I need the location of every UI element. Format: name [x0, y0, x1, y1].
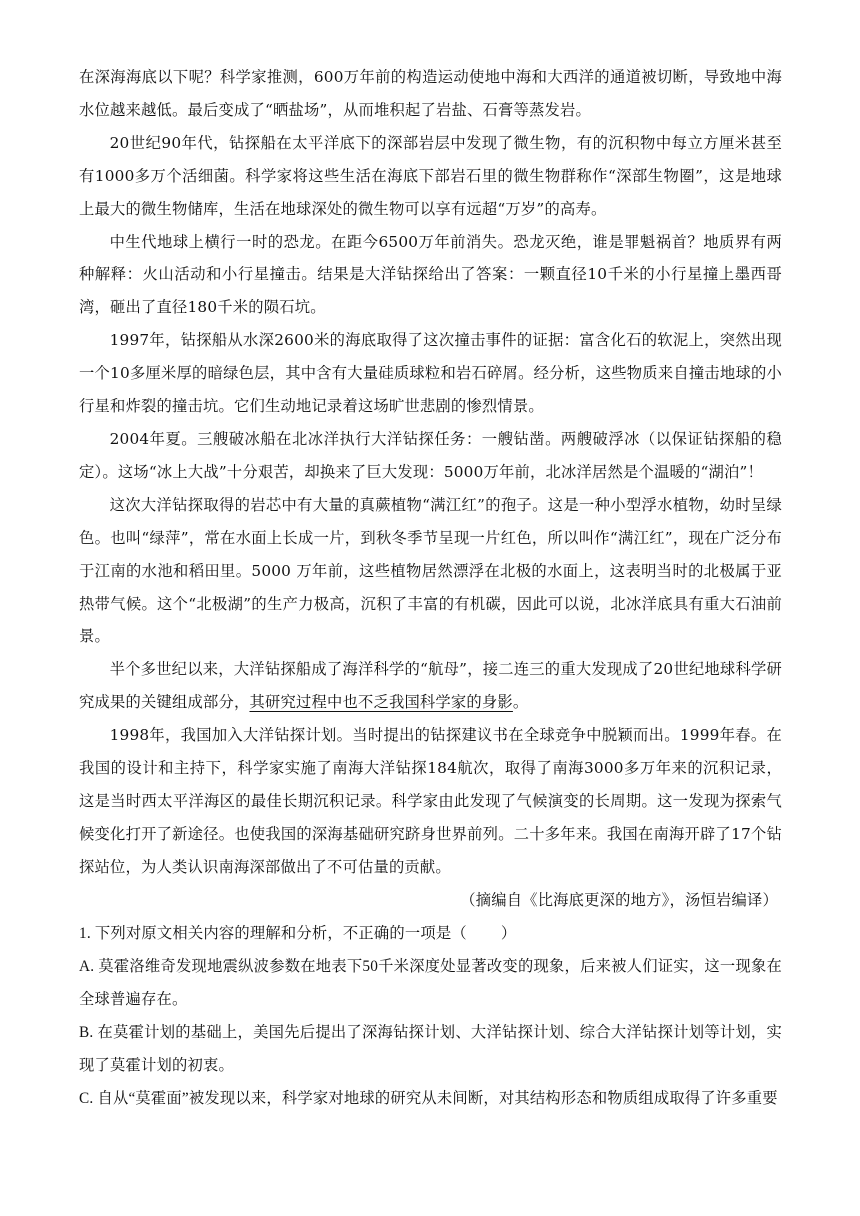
passage-body	[79, 61, 782, 1115]
paragraph-1: 在深海海底以下呢？科学家推测，600万年前的构造运动使地中海和大西洋的通道被切断，导致地中海水位越来越低。最后变成了“晒盐场”，从而堆积起了岩盐、石膏等蒸发岩。	[79, 68, 782, 119]
paragraph-4: 1997年，钻探船从水深2600米的海底取得了这次撞击事件的证据：富含化石的软泥上，突然出现一个10多厘米厚的暗绿色层，其中含有大量硅质球粒和岩石碎屑。经分析，这些物质来自撞击地球的小行星和炸裂的撞击坑。它们生动地记录着这场旷世悲剧的惨烈情景。	[79, 331, 782, 416]
underlined-sentence: 其研究过程中也不乏我国科学家的身影	[249, 693, 513, 712]
paragraph-2: 20世纪90年代，钻探船在太平洋底下的深部岩层中发现了微生物，有的沉积物中每立方厘米甚至有1000多万个活细菌。科学家将这些生活在海底下部岩石里的微生物群称作“深部生物圈”，这是地球上最大的微生物储库，生活在地球深处的微生物可以享有远超“万岁”的高寿。	[79, 133, 782, 218]
paragraph-8: 1998年，我国加入大洋钻探计划。当时提出的钻探建议书在全球竞争中脱颖而出。1999年春。在我国的设计和主持下，科学家实施了南海大洋钻探184航次，取得了南海3000多万年来的沉积记录，这是当时西太平洋海区的最佳长期沉积记录。科学家由此发现了气候演变的长周期。这一发现为探索气候变化打开了新途径。也使我国的深海基础研究跻身世界前列。二十多年来。我国在南海开辟了17个钻探站位，为人类认识南海深部做出了不可估量的贡献。	[79, 726, 782, 876]
question-1-text: 1. 下列对原文相关内容的理解和分析，不正确的一项是（	[79, 924, 467, 942]
paragraph-3: 中生代地球上横行一时的恐龙。在距今6500万年前消失。恐龙灭绝，谁是罪魁祸首？地质界有两种解释：火山活动和小行星撞击。结果是大洋钻探给出了答案：一颗直径10千米的小行星撞上墨西哥湾，砸出了直径180千米的陨石坑。	[79, 232, 782, 317]
paragraph-5: 2004年夏。三艘破冰船在北冰洋执行大洋钻探任务：一艘钻凿。两艘破浮冰（以保证钻探船的稳定）。这场“冰上大战”十分艰苦，却换来了巨大发现：5000万年前，北冰洋居然是个温暖的“湖泊”！	[79, 429, 782, 481]
question-1-stem	[79, 917, 782, 950]
paragraph-6: 这次大洋钻探取得的岩芯中有大量的真蕨植物“满江红”的孢子。这是一种小型浮水植物，幼时呈绿色。也叫“绿萍”，常在水面上长成一片，到秋冬季节呈现一片红色，所以叫作“满江红”，现在广泛分布于江南的水池和稻田里。5000 万年前，这些植物居然漂浮在北极的水面上，这表明当时的北极属于亚热带气候。这个“北极湖”的生产力极高，沉积了丰富的有机碳，因此可以说，北冰洋底具有重大石油前景。	[79, 495, 782, 646]
option-a: A. 莫霍洛维奇发现地震纵波参数在地表下50千米深度处显著改变的现象，后来被人们证实，这一现象在全球普遍存在。	[79, 957, 782, 1008]
paragraph-7	[79, 653, 782, 719]
option-b: B. 在莫霍计划的基础上，美国先后提出了深海钻探计划、大洋钻探计划、综合大洋钻探计划等计划，实现了莫霍计划的初衷。	[79, 1023, 782, 1074]
source-citation: （摘编自《比海底更深的地方》，汤恒岩编译）	[460, 890, 778, 909]
paragraph-7-text: 半个多世纪以来，大洋钻探船成了海洋科学的“航母”，接二连三的重大发现成了20世纪地球科学研究成果的关键组成部分，	[79, 660, 782, 712]
option-c: C. 自从“莫霍面”被发现以来，科学家对地球的研究从未间断，对其结构形态和物质组成取得了许多重要	[79, 1089, 778, 1107]
question-1-close-paren: ）	[500, 924, 517, 942]
paragraph-7-end: 。	[512, 693, 529, 712]
